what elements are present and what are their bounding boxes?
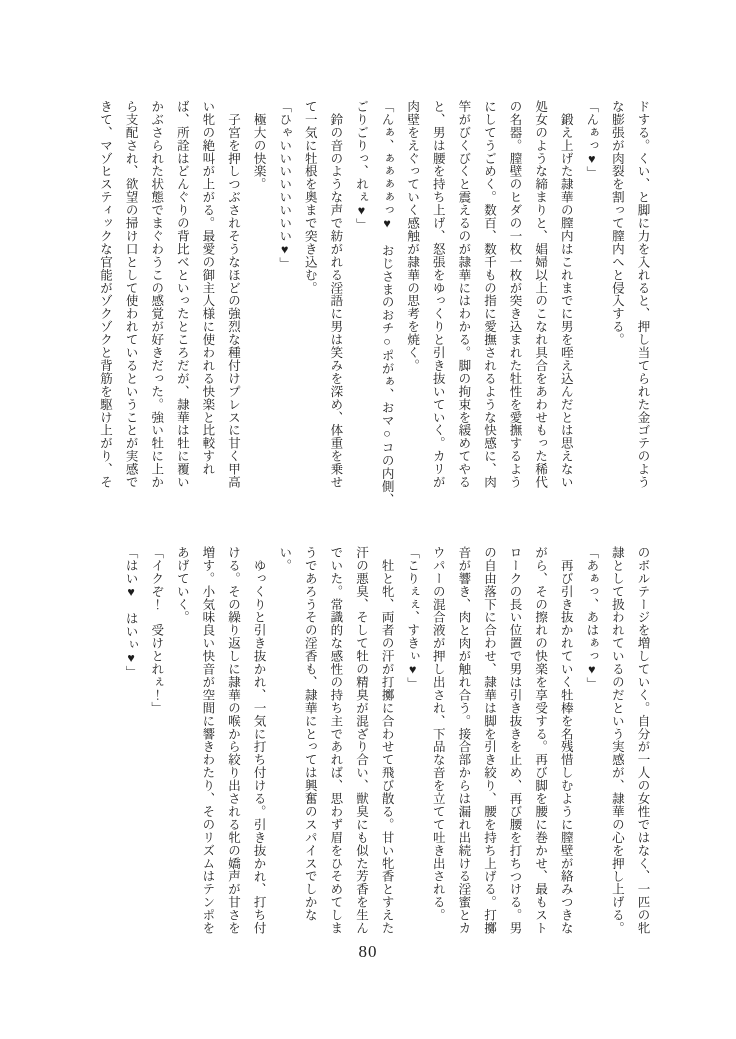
text-column: 「はい♥ はいぃ♥」 bbox=[124, 546, 139, 679]
text-column: ら支配され、欲望の掃け口として使われているということが実感で bbox=[124, 100, 139, 489]
text-column: 「あぁっ、あはぁっ♥」 bbox=[584, 546, 599, 690]
text-column: ごりごりっ、れぇ♥」 bbox=[354, 100, 369, 231]
text-column: きて、マゾヒスティックな官能がゾクゾクと背筋を駆け上がり、そ bbox=[98, 100, 113, 489]
text-column: にしてうごめく。数百、数千もの指に愛撫されるような快感に、肉 bbox=[482, 100, 497, 489]
text-column: い牝の絶叫が上がる。最愛の御主人様に使われる快楽と比較すれ bbox=[200, 100, 215, 476]
text-column: て一気に牡根を奥まで突き込む。 bbox=[303, 100, 318, 295]
text-band-top bbox=[92, 100, 655, 506]
text-column: でいた。常識的な感性の持ち主であれば、思わず眉をひそめてしま bbox=[328, 546, 343, 935]
text-column: 再び引き抜かれていく牡棒を名残惜しむように膣壁が絡みつきな bbox=[559, 546, 574, 935]
text-column: 鍛え上げた隷華の膣内はこれまでに男を咥え込んだとは思えない bbox=[559, 100, 574, 489]
text-column: ロークの長い位置で男は引き抜きを止め、再び腰を打ちつける。男 bbox=[508, 546, 523, 935]
text-column: あげていく。 bbox=[175, 546, 190, 624]
text-column: と、男は腰を持ち上げ、怒張をゆっくりと引き抜いていく。カリが bbox=[431, 100, 446, 489]
text-column: 「ひゃいいいいいいいい♥」 bbox=[277, 100, 292, 270]
text-column: かぶさられた状態でまぐわうこの感覚が好きだった。強い牡に上か bbox=[149, 100, 164, 489]
text-column: ゆっくりと引き抜かれ、一気に打ち付ける。引き抜かれ、打ち付 bbox=[252, 546, 267, 935]
text-column: ドする。くい、と脚に力を入れると、押し当てられた金ゴテのよう bbox=[636, 100, 650, 489]
text-column: のボルテージを増していく。自分が一人の女性ではなく、一匹の牝 bbox=[636, 546, 650, 935]
text-column: 隷として扱われているのだという実感が、隷華の心を押し上げる。 bbox=[610, 546, 625, 935]
text-band-bottom bbox=[118, 546, 655, 938]
text-column: の自由落下に合わせ、隷華は脚を引き絞り、腰を持ち上げる。打擲 bbox=[482, 546, 497, 935]
text-column: 「イクぞ！ 受けとれぇ！」 bbox=[149, 546, 164, 715]
text-column: 竿がびくびくと震えるのが隷華にはわかる。脚の拘束を緩めてやる bbox=[456, 100, 471, 489]
text-column: 肉壁をえぐっていく感触が隷華の思考を焼く。 bbox=[405, 100, 420, 372]
text-column: 「んぁ、ぁぁぁぁっ♥ おじさまのおチ○ポがぁ、おマ○コの内側、 bbox=[380, 100, 395, 506]
text-column: ば、所詮はどんぐりの背比べといったところだが、隷華は牡に覆い bbox=[175, 100, 190, 489]
text-column: 牡と牝、両者の汗が打擲に合わせて飛び散る。甘い牝香とすえた bbox=[380, 546, 395, 935]
text-column: い。 bbox=[277, 546, 292, 572]
text-column: 子宮を押しつぶされそうなほどの強烈な種付けプレスに甘く甲高 bbox=[226, 100, 241, 489]
text-column: 音が響き、肉と肉が触れ合う。接合部からは漏れ出続ける淫蜜とカ bbox=[456, 546, 471, 935]
text-column: 増す。小気味良い快音が空間に響きわたり、そのリズムはテンポを bbox=[200, 546, 215, 935]
page-number: 80 bbox=[358, 942, 378, 961]
text-column: ウパーの混合液が押し出され、下品な音を立てて吐き出される。 bbox=[431, 546, 446, 922]
text-column: 極大の快楽。 bbox=[252, 100, 267, 191]
text-column: 「こりぇぇ、すきぃ♥」 bbox=[405, 546, 420, 690]
text-column: な膨張が肉裂を割って膣内へと侵入する。 bbox=[610, 100, 625, 347]
text-column: がら、その擦れの快楽を享受する。再び脚を腰に巻かせ、最もスト bbox=[533, 546, 548, 935]
text-column: ける。その繰り返しに隷華の喉から絞り出される牝の嬌声が甘さを bbox=[226, 546, 241, 935]
text-column: の名器。膣壁のヒダの一枚一枚が突き込まれた牡性を愛撫するよう bbox=[508, 100, 523, 489]
text-column: 処女のような締まりと、娼婦以上のこなれ具合をあわせもった稀代 bbox=[533, 100, 548, 489]
text-column: 汗の悪臭、そして牡の精臭が混ざり合い、獣臭にも似た芳香を生ん bbox=[354, 546, 369, 935]
text-column: 鈴の音のような声で紡がれる淫語に男は笑みを深め、体重を乗せ bbox=[328, 100, 343, 489]
text-column: うであろうその淫香も、隷華にとっては興奮のスパイスでしかな bbox=[303, 546, 318, 922]
text-column: 「んぁっ♥」 bbox=[584, 100, 599, 180]
